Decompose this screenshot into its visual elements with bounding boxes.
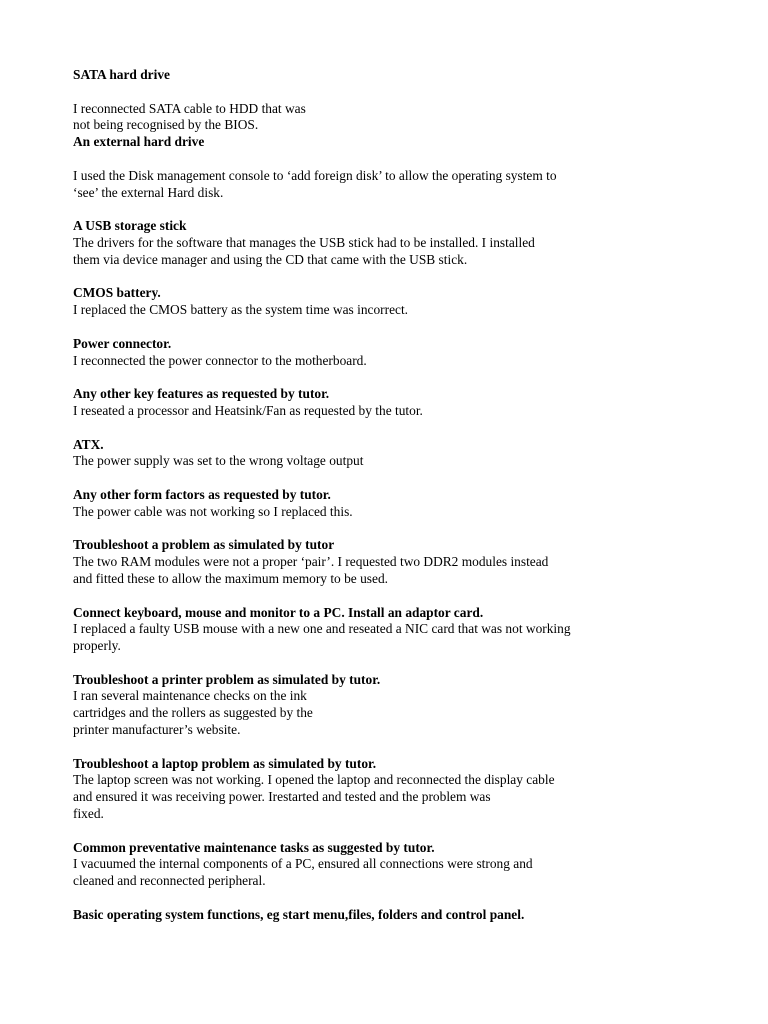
section-body-atx: The power supply was set to the wrong voltage output [73, 453, 364, 469]
section-body-external-hard-drive: I used the Disk management console to ‘add foreign disk’ to allow the operating system to ‘see’ the external Hard disk. [73, 167, 557, 200]
section-body-form-factors: The power cable was not working so I replaced this. [73, 503, 353, 519]
section-body-printer-problem: I ran several maintenance checks on the ink cartridges and the rollers as suggested by the printer manufacturer’s website. [73, 688, 313, 738]
spacer [73, 201, 713, 218]
section-heading-connect-peripherals: Connect keyboard, mouse and monitor to a PC. Install an adaptor card. [73, 604, 484, 620]
spacer [73, 588, 713, 605]
section-heading-sata-hard-drive: SATA hard drive [73, 67, 170, 82]
spacer [73, 739, 713, 756]
section-heading-atx: ATX. [73, 436, 104, 452]
section-heading-power-connector: Power connector. [73, 335, 172, 351]
section-heading-laptop-problem: Troubleshoot a laptop problem as simulated by tutor. [73, 755, 377, 771]
spacer [73, 319, 713, 336]
spacer [73, 823, 713, 840]
section-heading-external-hard-drive: An external hard drive [73, 134, 205, 150]
spacer [73, 470, 713, 487]
section-heading-printer-problem: Troubleshoot a printer problem as simulated by tutor. [73, 671, 381, 687]
section-heading-usb-storage-stick: A USB storage stick [73, 218, 187, 234]
section-heading-preventative-maintenance: Common preventative maintenance tasks as suggested by tutor. [73, 839, 435, 855]
spacer [73, 655, 713, 672]
spacer [73, 269, 713, 286]
section-body-cmos-battery: I replaced the CMOS battery as the system time was incorrect. [73, 302, 409, 318]
section-heading-key-features: Any other key features as requested by tutor. [73, 386, 330, 402]
section-body-troubleshoot-problem: The two RAM modules were not a proper ‘pair’. I requested two DDR2 modules instead and fitted these to allow the maximum memory to be used. [73, 554, 549, 586]
document-page [73, 67, 713, 924]
spacer [73, 151, 713, 168]
spacer [73, 420, 713, 437]
spacer [73, 84, 713, 101]
spacer [73, 890, 713, 907]
section-body-preventative-maintenance: I vacuumed the internal components of a PC, ensured all connections were strong and cleaned and reconnected peripheral. [73, 856, 533, 889]
section-heading-form-factors: Any other form factors as requested by tutor. [73, 486, 331, 502]
spacer [73, 521, 713, 538]
section-heading-troubleshoot-problem: Troubleshoot a problem as simulated by tutor [73, 537, 335, 553]
section-body-usb-storage-stick: The drivers for the software that manages the USB stick had to be installed. I installed them via device manager and using the CD that came with the USB stick. [73, 234, 535, 267]
section-heading-os-functions: Basic operating system functions, eg start menu,files, folders and control panel. [73, 906, 525, 922]
spacer [73, 369, 713, 386]
section-body-laptop-problem: The laptop screen was not working. I opened the laptop and reconnected the display cable and ensured it was receiving power. Irestarted and tested and the problem was fixed. [73, 772, 555, 822]
section-body-connect-peripherals: I replaced a faulty USB mouse with a new one and reseated a NIC card that was not working properly. [73, 621, 571, 654]
section-body-sata-hard-drive: I reconnected SATA cable to HDD that was not being recognised by the BIOS. [73, 100, 306, 133]
section-body-power-connector: I reconnected the power connector to the motherboard. [73, 352, 367, 368]
section-body-key-features: I reseated a processor and Heatsink/Fan as requested by the tutor. [73, 402, 423, 418]
section-heading-cmos-battery: CMOS battery. [73, 285, 161, 301]
